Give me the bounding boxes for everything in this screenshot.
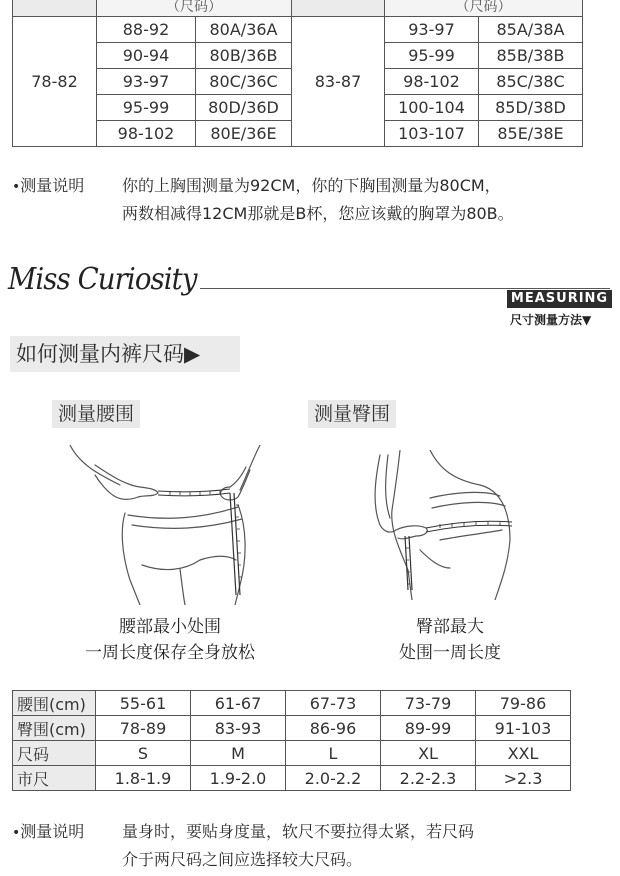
bust-cell: 93-97 xyxy=(385,17,479,43)
size-cell: 80E/36E xyxy=(196,121,292,147)
bust-cell: 95-99 xyxy=(385,43,479,69)
note-line: 介于两尺码之间应选择较大尺码。 xyxy=(122,850,363,869)
size-cell: 80D/36D xyxy=(196,95,292,121)
bust-cell: 88-92 xyxy=(97,17,196,43)
row-label: 尺码 xyxy=(13,741,96,766)
table-row xyxy=(13,766,571,791)
brand-logo: Miss Curiosity xyxy=(8,262,197,297)
size-cell: 80C/36C xyxy=(196,69,292,95)
header-cell: （尺码） xyxy=(97,0,292,17)
measure-note-2 xyxy=(12,818,84,847)
size-cell: 85A/38A xyxy=(479,17,583,43)
size-cell: 85B/38B xyxy=(479,43,583,69)
size-cell: 67-73 xyxy=(286,691,381,716)
note-line: 你的上胸围测量为92CM，你的下胸围测量为80CM， xyxy=(122,176,501,195)
size-cell: 83-93 xyxy=(191,716,286,741)
measure-note-1 xyxy=(12,172,84,201)
row-label: 腰围(cm) xyxy=(13,691,96,716)
note-label: 测量说明 xyxy=(20,176,85,195)
size-cell: 85D/38D xyxy=(479,95,583,121)
size-cell: 86-96 xyxy=(286,716,381,741)
size-cell: 91-103 xyxy=(476,716,571,741)
size-cell: 78-89 xyxy=(96,716,191,741)
note-line: 两数相减得12CM那就是B杯，您应该戴的胸罩为80B。 xyxy=(122,204,514,223)
note-label: 测量说明 xyxy=(20,822,85,841)
table-row xyxy=(13,0,583,17)
size-cell: 80B/36B xyxy=(196,43,292,69)
size-cell: >2.3 xyxy=(476,766,571,791)
row-label: 臀围(cm) xyxy=(13,716,96,741)
size-cell: XL xyxy=(381,741,476,766)
size-cell: 80A/36A xyxy=(196,17,292,43)
bullet: • xyxy=(12,179,21,195)
size-cell: 79-86 xyxy=(476,691,571,716)
bullet: • xyxy=(12,825,21,841)
bra-size-table xyxy=(12,0,583,147)
size-cell: L xyxy=(286,741,381,766)
bust-cell: 95-99 xyxy=(97,95,196,121)
waist-measure-illustration xyxy=(50,445,290,605)
underbust-cell: 83-87 xyxy=(292,17,385,147)
size-cell: 61-67 xyxy=(191,691,286,716)
size-cell: XXL xyxy=(476,741,571,766)
divider xyxy=(200,288,610,289)
hip-caption-line1: 臀部最大 xyxy=(416,617,484,637)
size-cell: 1.8-1.9 xyxy=(96,766,191,791)
bust-cell: 98-102 xyxy=(97,121,196,147)
size-cell: 55-61 xyxy=(96,691,191,716)
row-label: 市尺 xyxy=(13,766,96,791)
measuring-subtitle: 尺寸测量方法▼ xyxy=(510,313,592,327)
size-cell: 1.9-2.0 xyxy=(191,766,286,791)
size-cell: 73-79 xyxy=(381,691,476,716)
section-title: 如何测量内裤尺码▶ xyxy=(10,336,240,372)
hip-caption-line2: 处围一周长度 xyxy=(399,643,501,663)
size-cell: 2.2-2.3 xyxy=(381,766,476,791)
hip-measure-illustration xyxy=(360,450,530,600)
bust-cell: 98-102 xyxy=(385,69,479,95)
table-row xyxy=(13,716,571,741)
bust-cell: 100-104 xyxy=(385,95,479,121)
waist-caption-line1: 腰部最小处围 xyxy=(119,617,221,637)
hip-title: 测量臀围 xyxy=(308,400,396,428)
note-line: 量身时，要贴身度量，软尺不要拉得太紧，若尺码 xyxy=(122,822,475,841)
bust-cell: 90-94 xyxy=(97,43,196,69)
size-cell: 2.0-2.2 xyxy=(286,766,381,791)
table-row xyxy=(13,691,571,716)
table-row xyxy=(13,17,583,43)
size-cell: 89-99 xyxy=(381,716,476,741)
table-row xyxy=(13,741,571,766)
size-cell: S xyxy=(96,741,191,766)
bust-cell: 103-107 xyxy=(385,121,479,147)
panty-size-table xyxy=(12,690,571,791)
bust-cell: 93-97 xyxy=(97,69,196,95)
size-cell: 85E/38E xyxy=(479,121,583,147)
measuring-badge: MEASURING xyxy=(507,290,612,308)
waist-title: 测量腰围 xyxy=(52,400,140,428)
header-cell xyxy=(292,0,385,17)
waist-caption-line2: 一周长度保存全身放松 xyxy=(85,643,255,663)
header-cell: （尺码） xyxy=(385,0,583,17)
size-cell: M xyxy=(191,741,286,766)
underbust-cell: 78-82 xyxy=(13,17,97,147)
header-cell xyxy=(13,0,97,17)
size-cell: 85C/38C xyxy=(479,69,583,95)
